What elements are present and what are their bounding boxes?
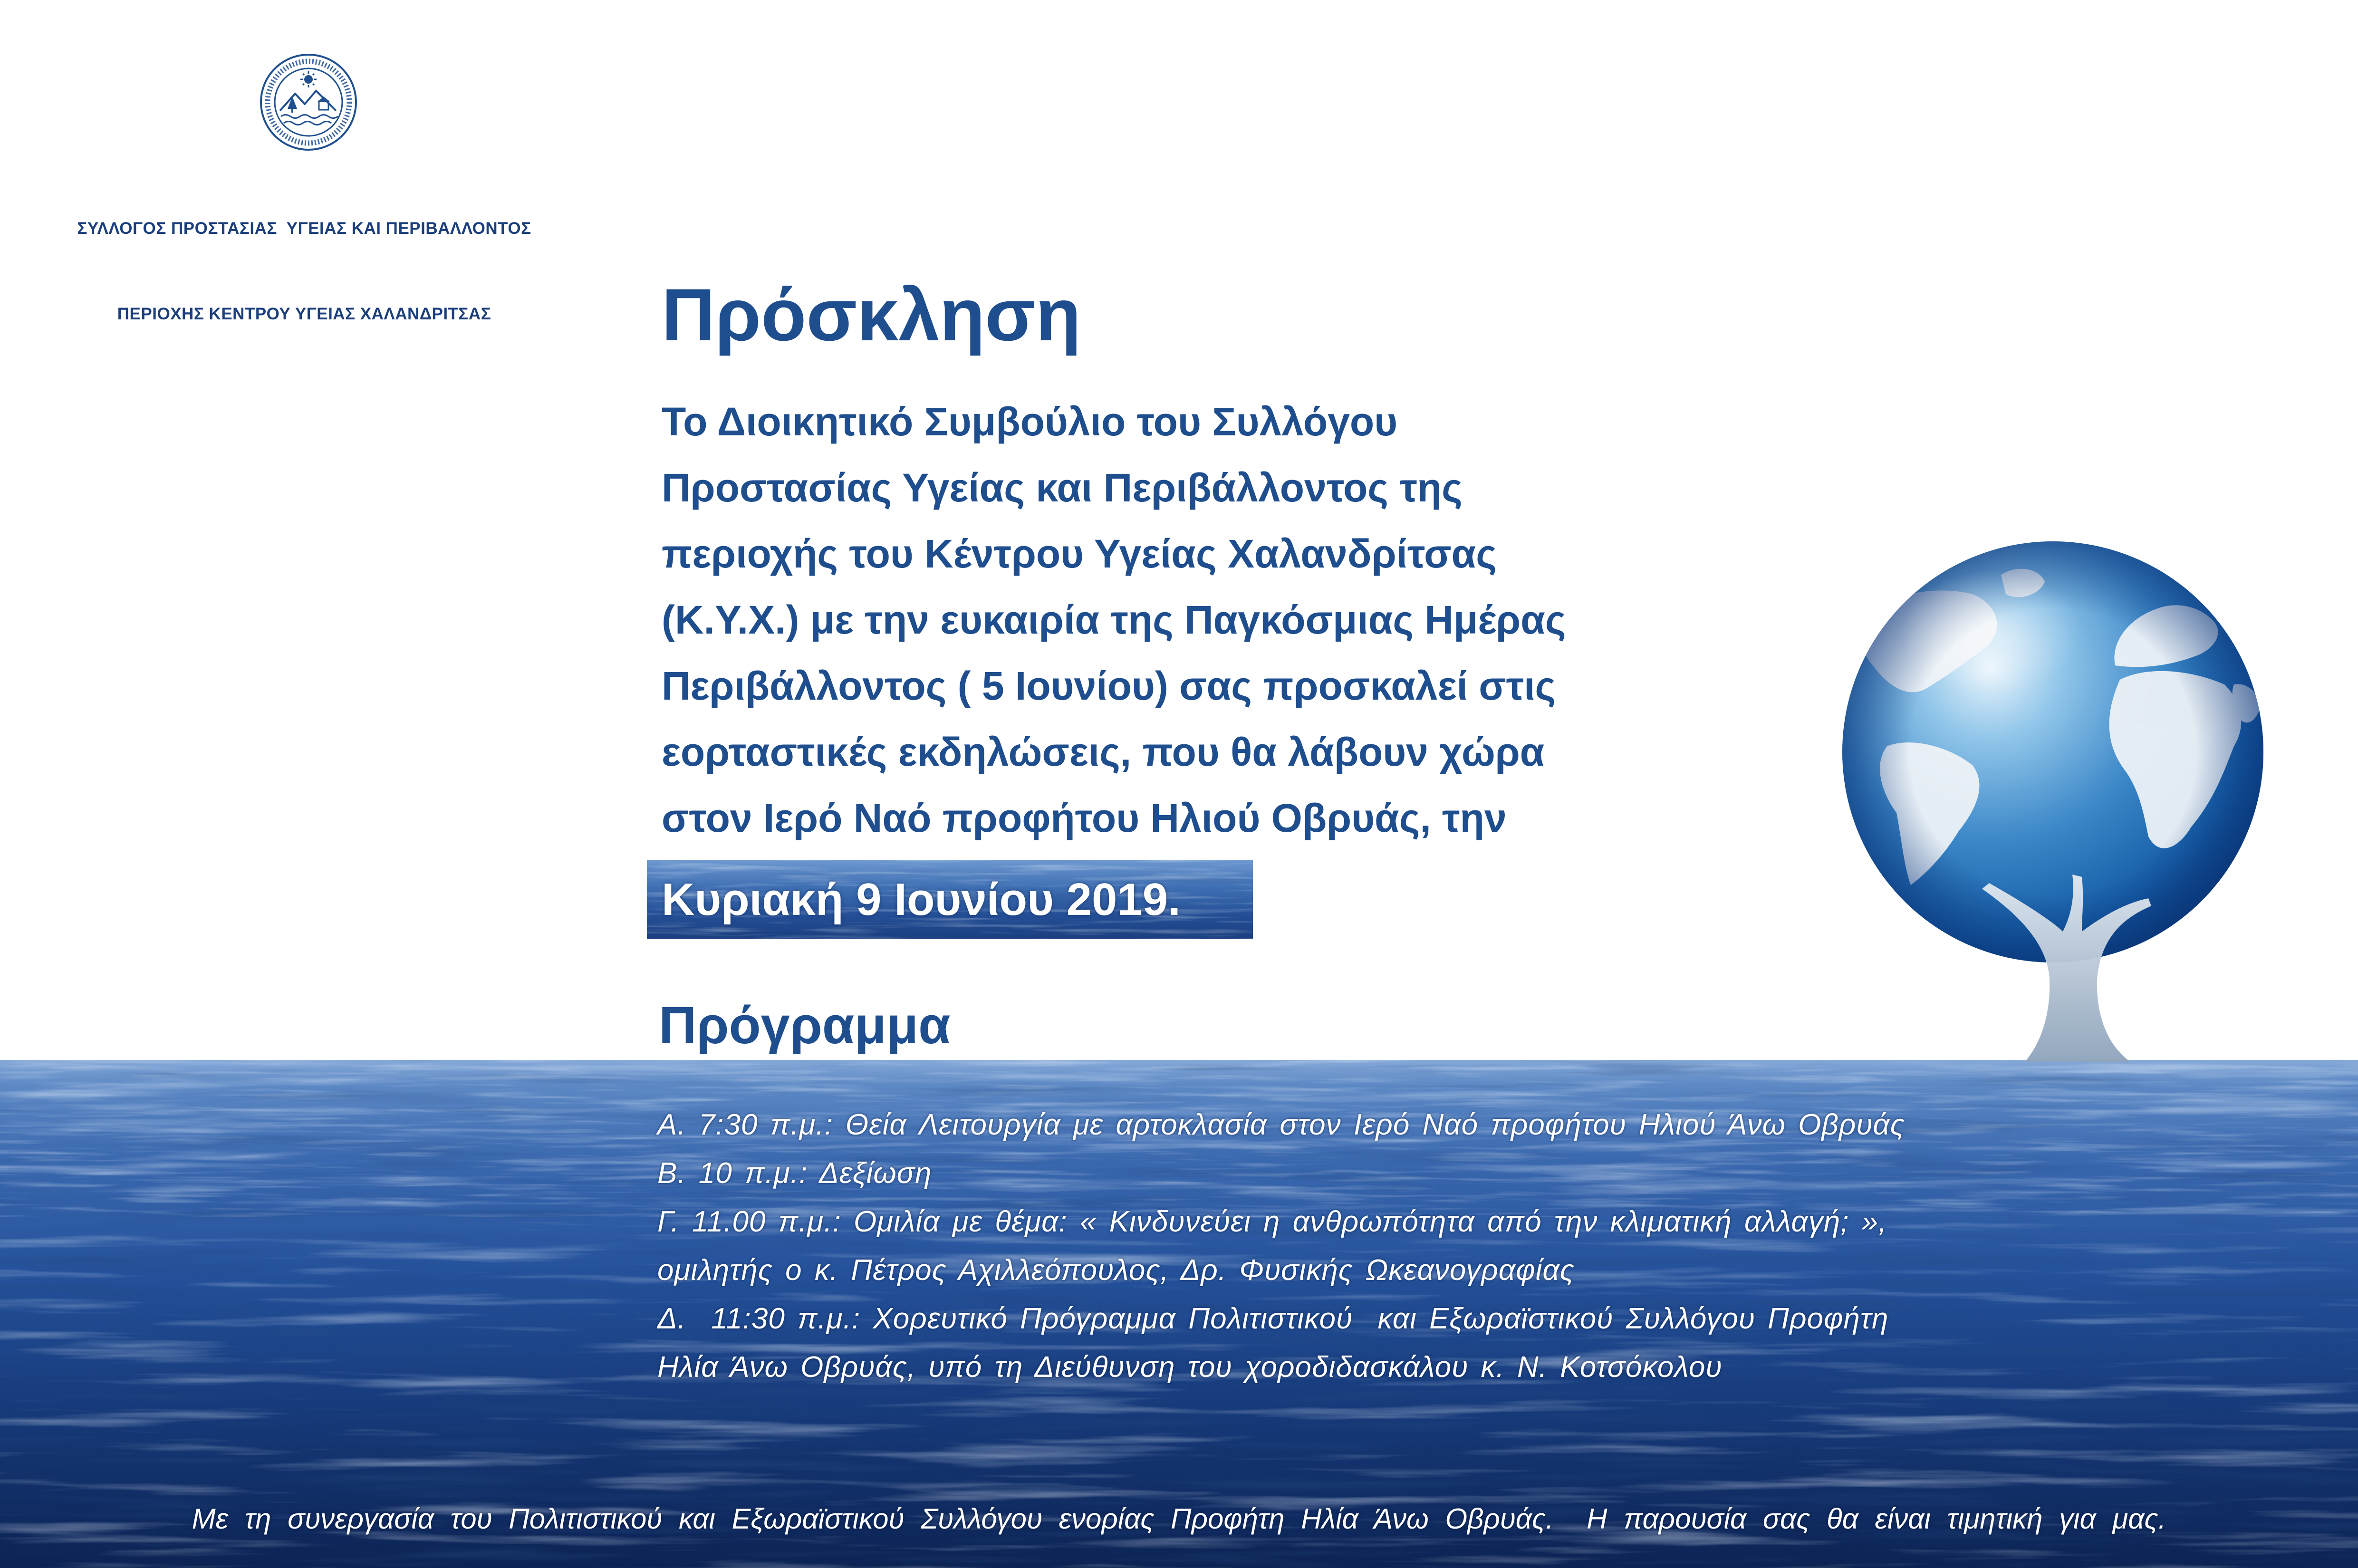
invitation-body-line: εορταστικές εκδηλώσεις, που θα λάβουν χώρα xyxy=(662,730,1545,774)
program-item: Β. 10 π.μ.: Δεξίωση xyxy=(657,1157,932,1190)
invitation-body-line: Προστασίας Υγείας και Περιβάλλοντος της xyxy=(662,465,1463,510)
invitation-title: Πρόσκληση xyxy=(662,274,1081,356)
program-item: Γ. 11.00 π.μ.: Ομιλία με θέμα: « Κινδυνεύει η ανθρωπότητα από την κλιματική αλλαγή; », xyxy=(657,1205,1887,1238)
invitation-body-line: Το Διοικητικό Συμβούλιο του Συλλόγου xyxy=(662,399,1398,444)
program-item: Α. 7:30 π.μ.: Θεία Λειτουργία με αρτοκλασία στον Ιερό Ναό προφήτου Ηλιού Άνω Οβρυάς xyxy=(657,1108,1905,1141)
invitation-body-line: (Κ.Υ.Χ.) με την ευκαιρία της Παγκόσμιας Ημέρας xyxy=(662,597,1566,642)
program-item: ομιλητής ο κ. Πέτρος Αχιλλεόπουλος, Δρ. Φυσικής Ωκεανογραφίας xyxy=(657,1254,1575,1287)
event-date-highlight xyxy=(647,860,1253,939)
invitation-body-line: περιοχής του Κέντρου Υγείας Χαλανδρίτσας xyxy=(662,531,1497,576)
globe-tree-icon xyxy=(1816,523,2291,1065)
association-seal-icon xyxy=(259,53,358,152)
program-list xyxy=(657,1101,1905,1392)
footer-note: Με τη συνεργασία του Πολιτιστικού και Εξωραϊστικού Συλλόγου ενορίας Προφήτη Ηλία Άνω Οβρυάς. Η παρουσία σας θα είναι τιμητική για μας. xyxy=(192,1503,2166,1535)
invitation-body-line: στον Ιερό Ναό προφήτου Ηλιού Οβρυάς, την xyxy=(662,796,1507,840)
organization-name xyxy=(19,157,589,357)
program-item: Ηλία Άνω Οβρυάς, υπό τη Διεύθυνση του χοροδιδασκάλου κ. Ν. Κοτσόκολου xyxy=(657,1351,1723,1384)
program-item: Δ. 11:30 π.μ.: Χορευτικό Πρόγραμμα Πολιτιστικού και Εξωραϊστικού Συλλόγου Προφήτη xyxy=(657,1302,1889,1335)
program-heading: Πρόγραμμα xyxy=(659,996,951,1055)
organization-line-2: ΠΕΡΙΟΧΗΣ ΚΕΝΤΡΟΥ ΥΓΕΙΑΣ ΧΑΛΑΝΔΡΙΤΣΑΣ xyxy=(117,305,491,323)
organization-line-1: ΣΥΛΛΟΓΟΣ ΠΡΟΣΤΑΣΙΑΣ ΥΓΕΙΑΣ ΚΑΙ ΠΕΡΙΒΑΛΛΟΝΤΟΣ xyxy=(77,219,531,238)
invitation-body xyxy=(662,389,1566,851)
invitation-body-line: Περιβάλλοντος ( 5 Ιουνίου) σας προσκαλεί στις xyxy=(662,664,1556,708)
event-date: Κυριακή 9 Ιουνίου 2019. xyxy=(662,874,1181,925)
